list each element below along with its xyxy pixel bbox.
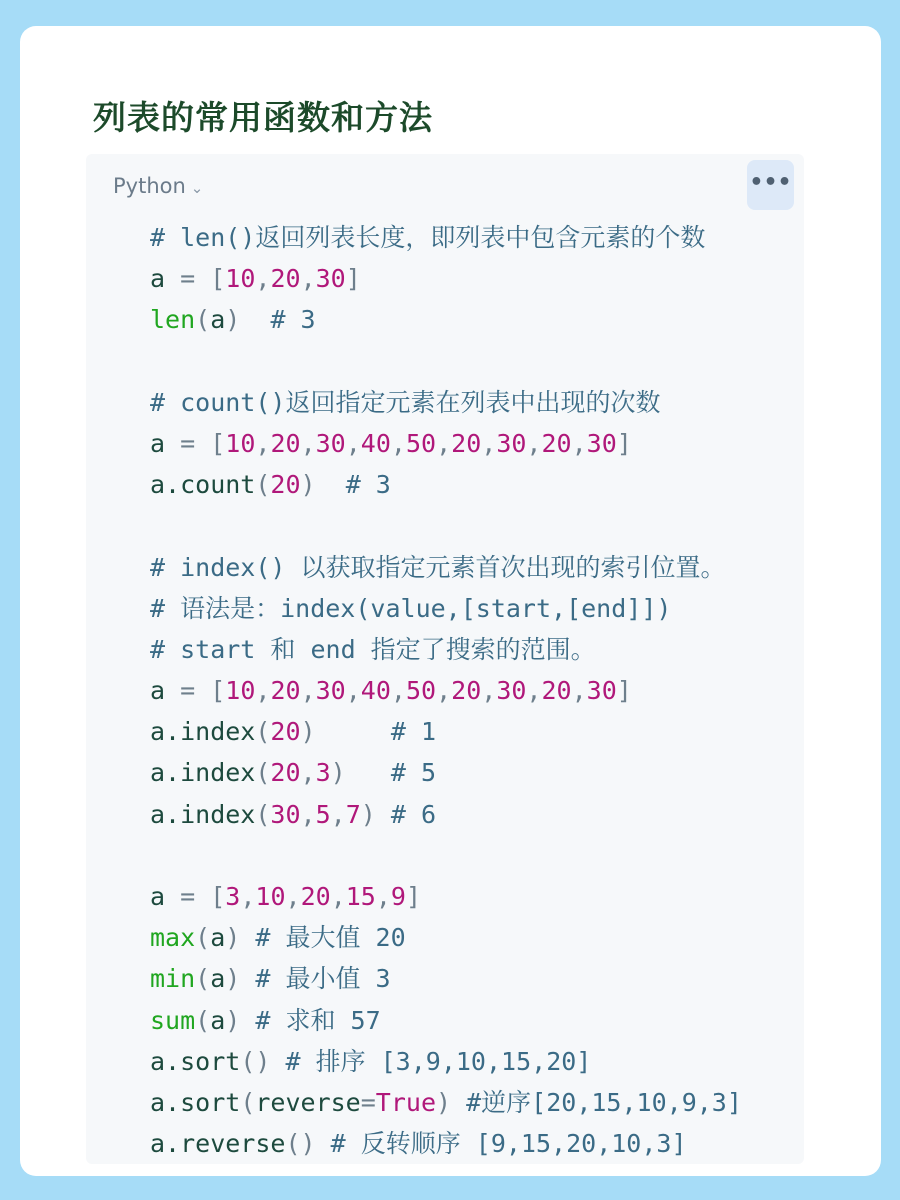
code-token-punc: ( <box>255 758 271 788</box>
code-token-number: 20 <box>541 428 572 458</box>
code-token-number: 7 <box>345 799 361 829</box>
code-token-comment: # 最大值 20 <box>240 923 406 953</box>
code-line <box>150 217 742 258</box>
code-token-default: a <box>150 676 166 706</box>
code-token-punc: [ <box>210 428 226 458</box>
code-line <box>150 835 742 876</box>
code-token-punc: ) <box>225 964 241 994</box>
code-token-punc: [ <box>210 264 226 294</box>
code-token-punc: , <box>571 428 587 458</box>
code-token-punc: , <box>481 428 497 458</box>
code-token-comment: # 语法是：index(value,[start,[end]]) <box>150 593 672 623</box>
more-horizontal-icon: ••• <box>749 170 792 195</box>
code-token-punc: [ <box>210 882 226 911</box>
code-line <box>150 299 742 340</box>
code-line <box>150 670 742 711</box>
code-token-punc: , <box>300 428 316 458</box>
code-token-punc: ( <box>240 1087 256 1117</box>
code-line <box>150 588 742 629</box>
code-token-default: reverse <box>255 1087 361 1117</box>
code-token-comment: # start 和 end 指定了搜索的范围。 <box>150 634 596 664</box>
code-block <box>86 154 804 1164</box>
code-token-punc: , <box>300 799 316 829</box>
code-token-punc: , <box>255 428 271 458</box>
code-line <box>150 752 742 793</box>
code-token-number: 40 <box>360 428 391 458</box>
code-line <box>150 958 742 999</box>
code-token-builtin: sum <box>150 1005 196 1035</box>
code-token-builtin: max <box>150 923 196 953</box>
code-line <box>150 464 742 505</box>
code-token-punc: ] <box>616 428 632 458</box>
code-token-punc: ( <box>255 799 271 829</box>
code-token-punc: , <box>571 676 587 706</box>
code-token-punc: ) <box>300 717 316 747</box>
code-token-comment: # count()返回指定元素在列表中出现的次数 <box>150 387 661 417</box>
code-token-number: 10 <box>225 676 256 706</box>
code-line <box>150 258 742 299</box>
code-token-number: 30 <box>586 428 617 458</box>
code-token-comment: # 排序 [3,9,10,15,20] <box>270 1046 592 1076</box>
code-token-punc: ) <box>225 1005 241 1035</box>
code-token-number: 30 <box>586 676 617 706</box>
code-token-punc: ( <box>255 717 271 747</box>
code-token-punc: = <box>165 264 211 294</box>
code-token-comment: # 1 <box>315 717 437 747</box>
code-token-keyword: True <box>375 1087 437 1117</box>
code-token-number: 50 <box>405 676 437 706</box>
code-token-comment: # 求和 57 <box>240 1005 381 1035</box>
code-token-number: 10 <box>225 264 256 294</box>
code-token-number: 9 <box>390 882 406 911</box>
code-token-default: a <box>210 964 226 994</box>
code-token-punc: , <box>375 882 391 911</box>
code-token-punc: = <box>165 676 211 706</box>
code-token-number: 30 <box>270 799 301 829</box>
code-token-comment: # 3 <box>240 305 316 335</box>
code-line <box>150 1041 742 1082</box>
language-label: Python <box>113 174 186 198</box>
language-selector[interactable] <box>113 174 203 198</box>
code-token-number: 30 <box>315 428 346 458</box>
code-token-default: a <box>150 882 166 911</box>
code-token-punc: , <box>300 758 316 788</box>
code-token-default: a.index <box>150 799 256 829</box>
code-token-default: a <box>150 264 166 294</box>
code-token-punc: ( <box>255 470 271 500</box>
content-card <box>20 26 881 1176</box>
code-token-default: a.index <box>150 717 256 747</box>
code-token-default: a <box>210 923 226 953</box>
code-line <box>150 505 742 546</box>
code-token-default: a.count <box>150 470 256 500</box>
code-token-number: 20 <box>541 676 572 706</box>
code-token-punc: ( <box>195 923 211 953</box>
code-line <box>150 341 742 382</box>
code-token-comment: # 3 <box>315 470 391 500</box>
code-token-comment: #逆序[20,15,10,9,3] <box>451 1087 742 1117</box>
code-line <box>150 876 742 917</box>
code-token-number: 3 <box>315 758 331 788</box>
page-title: 列表的常用函数和方法 <box>93 98 433 137</box>
code-token-number: 10 <box>225 428 256 458</box>
code-line <box>150 1123 742 1164</box>
code-token-punc: [ <box>210 676 226 706</box>
code-token-punc: , <box>255 264 271 294</box>
code-token-punc: , <box>345 676 361 706</box>
code-token-number: 20 <box>270 676 301 706</box>
code-token-number: 20 <box>270 470 301 500</box>
code-token-default: a.sort <box>150 1046 241 1076</box>
chevron-down-icon: ⌄ <box>190 179 204 197</box>
code-token-builtin: len <box>150 305 196 335</box>
code-line <box>150 629 742 670</box>
code-token-comment: # 5 <box>345 758 437 788</box>
code-token-number: 30 <box>496 676 527 706</box>
code-token-punc: ( <box>195 964 211 994</box>
code-line <box>150 423 742 464</box>
code-token-punc: , <box>481 676 497 706</box>
code-token-punc: ) <box>225 305 241 335</box>
code-token-number: 15 <box>345 882 376 911</box>
code-token-punc: () <box>285 1129 316 1159</box>
code-token-punc: , <box>526 676 542 706</box>
code-token-number: 3 <box>225 882 241 911</box>
code-token-punc: ( <box>195 1005 211 1035</box>
code-token-comment: # 最小值 3 <box>240 964 391 994</box>
code-token-number: 30 <box>315 676 346 706</box>
code-token-number: 20 <box>270 758 301 788</box>
code-token-number: 30 <box>315 264 346 294</box>
code-token-punc: , <box>300 264 316 294</box>
code-token-default: a.reverse <box>150 1129 286 1159</box>
code-token-default: a <box>210 305 226 335</box>
code-token-comment: # len()返回列表长度，即列表中包含元素的个数 <box>150 223 706 252</box>
code-line <box>150 711 742 752</box>
code-token-builtin: min <box>150 964 196 994</box>
code-token-comment: # index() 以获取指定元素首次出现的索引位置。 <box>150 552 726 582</box>
code-token-punc: , <box>240 882 256 911</box>
code-token-comment: # 反转顺序 [9,15,20,10,3] <box>315 1129 687 1159</box>
code-line <box>150 547 742 588</box>
code-token-punc: , <box>300 676 316 706</box>
code-token-number: 20 <box>270 428 301 458</box>
code-token-number: 20 <box>270 717 301 747</box>
code-token-number: 30 <box>496 428 527 458</box>
code-token-punc: , <box>285 882 301 911</box>
more-menu-button[interactable] <box>747 160 794 210</box>
code-token-punc: ] <box>405 882 422 911</box>
code-token-default: a <box>210 1005 226 1035</box>
code-token-number: 50 <box>405 428 437 458</box>
code-token-number: 20 <box>270 264 301 294</box>
code-token-number: 20 <box>300 882 331 911</box>
code-token-number: 5 <box>315 799 331 829</box>
code-token-punc: , <box>390 676 406 706</box>
code-line <box>150 1000 742 1041</box>
code-token-number: 10 <box>255 882 286 911</box>
code-token-number: 20 <box>451 676 482 706</box>
code-line <box>150 794 742 835</box>
code-token-punc: = <box>165 428 211 458</box>
code-token-punc: ( <box>195 305 211 335</box>
code-token-punc: ) <box>436 1087 452 1117</box>
code-token-punc: , <box>390 428 406 458</box>
code-token-punc: , <box>436 676 452 706</box>
code-token-punc: = <box>360 1087 376 1117</box>
code-line <box>150 1082 742 1123</box>
code-line <box>150 382 742 423</box>
code-token-punc: , <box>330 882 346 911</box>
code-token-punc: ] <box>616 676 632 706</box>
code-token-comment: # 6 <box>375 799 437 829</box>
code-token-punc: , <box>345 428 361 458</box>
code-token-punc: ) <box>330 758 346 788</box>
code-token-punc: ) <box>360 799 376 829</box>
code-token-number: 40 <box>360 676 391 706</box>
code-token-punc: , <box>330 799 346 829</box>
code-token-punc: , <box>436 428 452 458</box>
code-token-default: a <box>150 428 166 458</box>
code-token-punc: ] <box>345 264 361 294</box>
code-token-number: 20 <box>451 428 482 458</box>
code-token-default: a.sort <box>150 1087 241 1117</box>
code-token-punc: ) <box>225 923 241 953</box>
code-content[interactable] <box>150 217 742 1164</box>
code-token-default: a.index <box>150 758 256 788</box>
code-token-punc: , <box>526 428 542 458</box>
code-line <box>150 917 742 958</box>
code-token-punc: ) <box>300 470 316 500</box>
code-token-punc: = <box>165 882 211 911</box>
code-token-punc: () <box>240 1046 271 1076</box>
code-token-punc: , <box>255 676 271 706</box>
